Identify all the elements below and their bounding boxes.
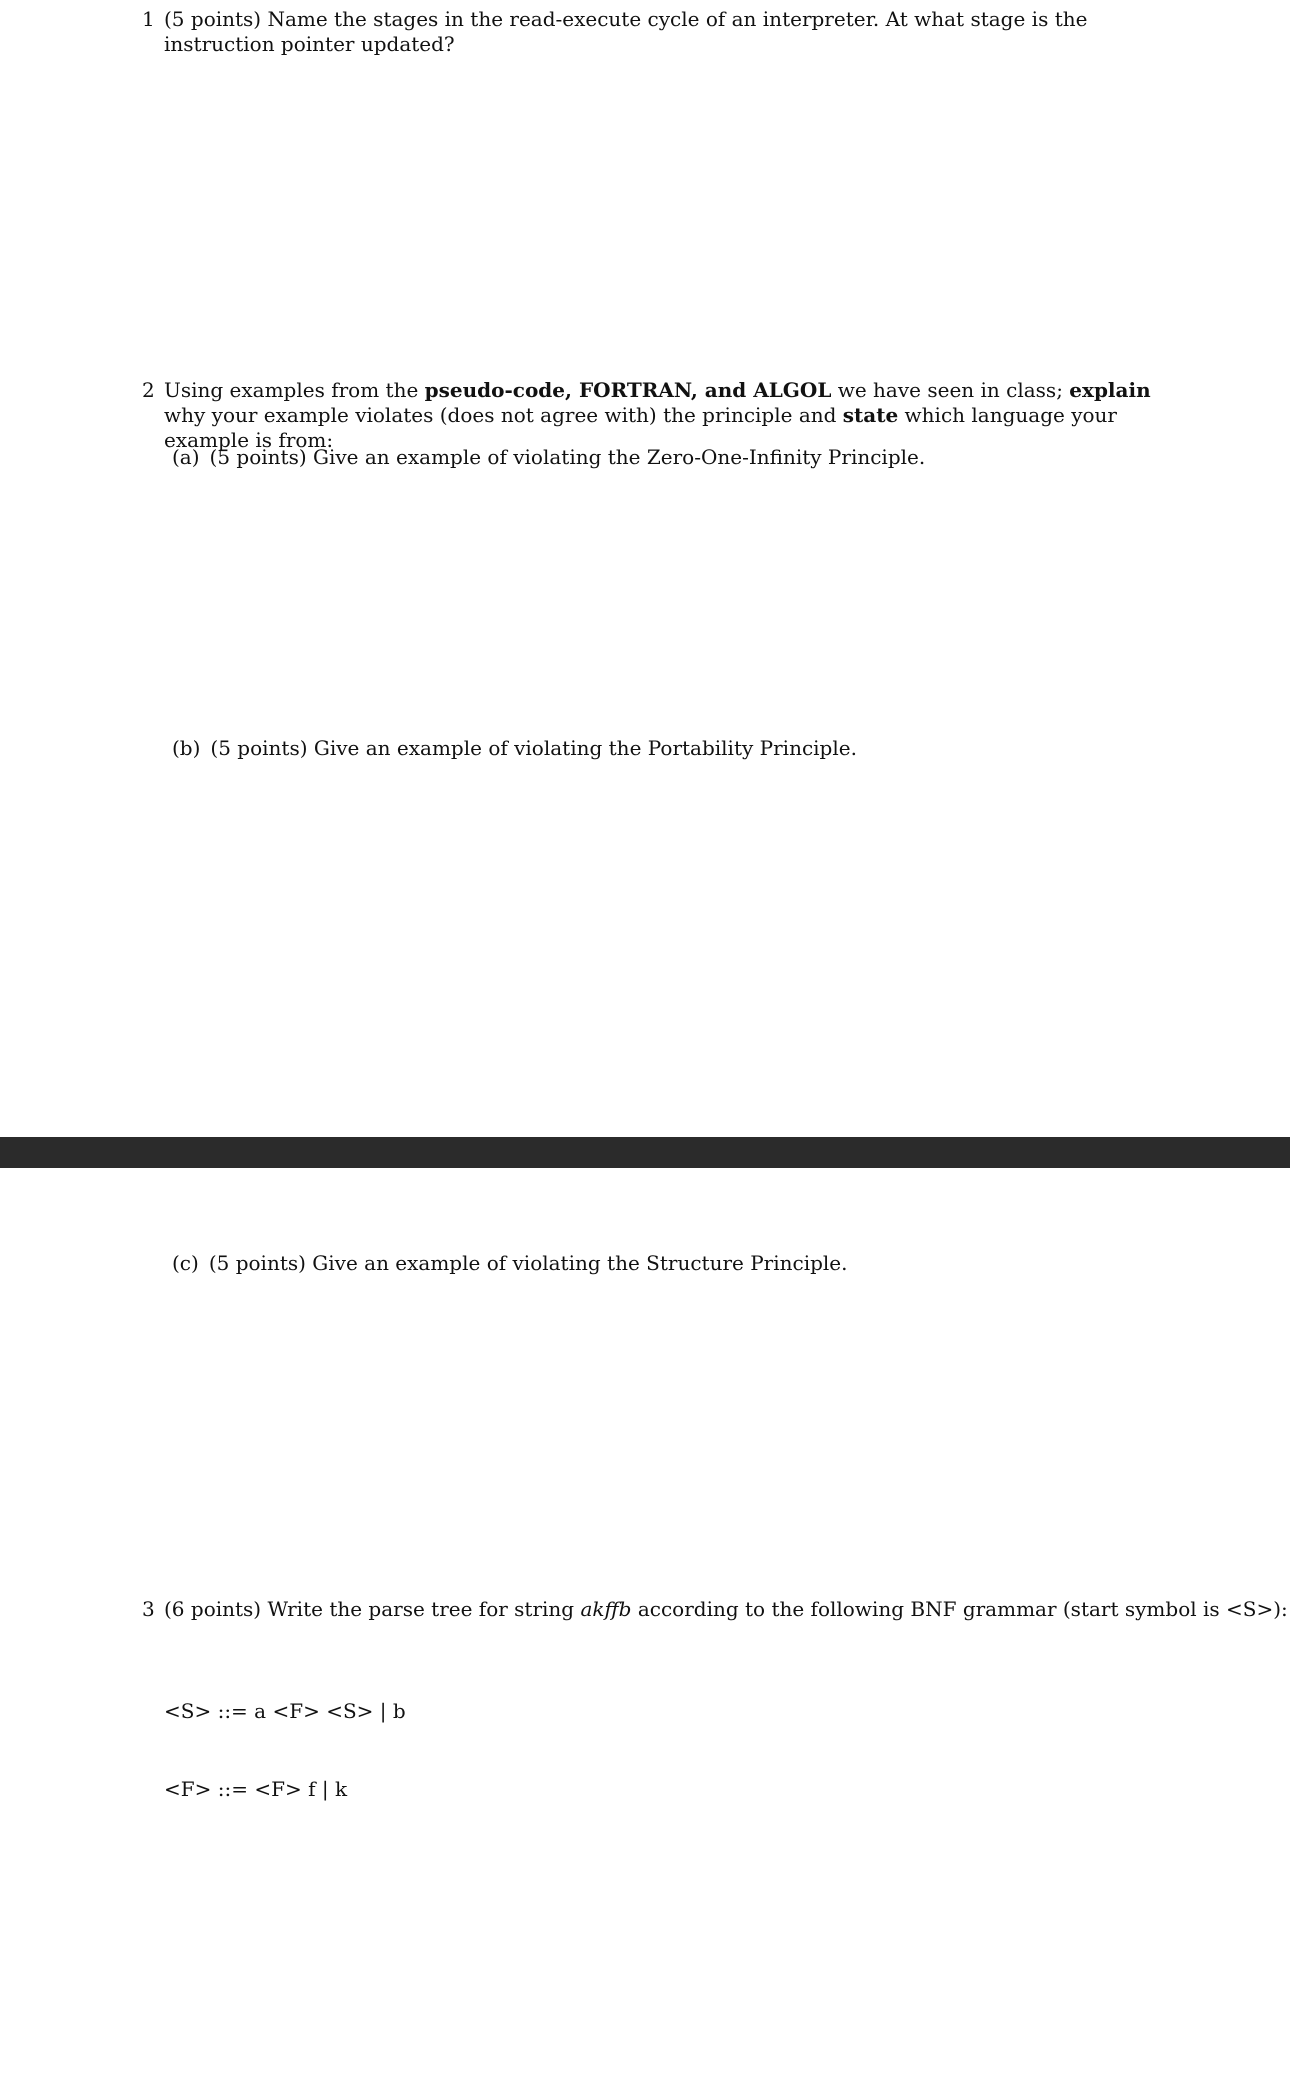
q3-text-b: according to the following BNF grammar (start symbol is <S>): — [631, 1597, 1288, 1621]
question-2c-text: (5 points) Give an example of violating the Structure Principle. — [208, 1251, 848, 1275]
q2-intro-bold-languages: pseudo-code, FORTRAN, and ALGOL — [424, 378, 832, 402]
question-3-text — [164, 1597, 1288, 1622]
q3-target-string: akffb — [580, 1597, 632, 1621]
q2-intro-c: why your example violates (does not agree with) the principle and — [164, 403, 843, 427]
question-1-text: (5 points) Name the stages in the read-execute cycle of an interpreter. At what stage is the instruction pointer updated? — [164, 7, 1088, 56]
question-2a-label: (a) — [172, 445, 200, 469]
question-1 — [0, 7, 1290, 67]
question-2c — [172, 1251, 847, 1276]
q2-intro-b: we have seen in class; — [831, 378, 1070, 402]
bnf-grammar — [164, 1646, 406, 1828]
question-3-number: 3 — [142, 1597, 155, 1621]
question-2 — [0, 378, 1290, 452]
q2-intro-bold-explain: explain — [1069, 378, 1151, 402]
q2-intro-bold-state: state — [842, 403, 899, 427]
grammar-rule-s: <S> ::= a <F> <S> | b — [164, 1699, 406, 1723]
question-2-number: 2 — [142, 378, 155, 402]
question-1-number: 1 — [142, 7, 155, 31]
question-2c-label: (c) — [172, 1251, 199, 1275]
question-2a — [172, 445, 925, 470]
question-2b — [172, 736, 857, 761]
question-2a-text: (5 points) Give an example of violating the Zero-One-Infinity Principle. — [209, 445, 926, 469]
grammar-rule-f: <F> ::= <F> f | k — [164, 1777, 348, 1801]
q2-intro-a: Using examples from the — [164, 378, 425, 402]
question-3 — [0, 1597, 1290, 1627]
q3-text-a: (6 points) Write the parse tree for string — [164, 1597, 581, 1621]
question-2-text — [164, 378, 1184, 453]
question-2b-text: (5 points) Give an example of violating the Portability Principle. — [210, 736, 857, 760]
q2-intro-d: which language your example is from: — [164, 403, 1117, 452]
page-break-bar — [0, 1137, 1290, 1168]
question-2b-label: (b) — [172, 736, 201, 760]
